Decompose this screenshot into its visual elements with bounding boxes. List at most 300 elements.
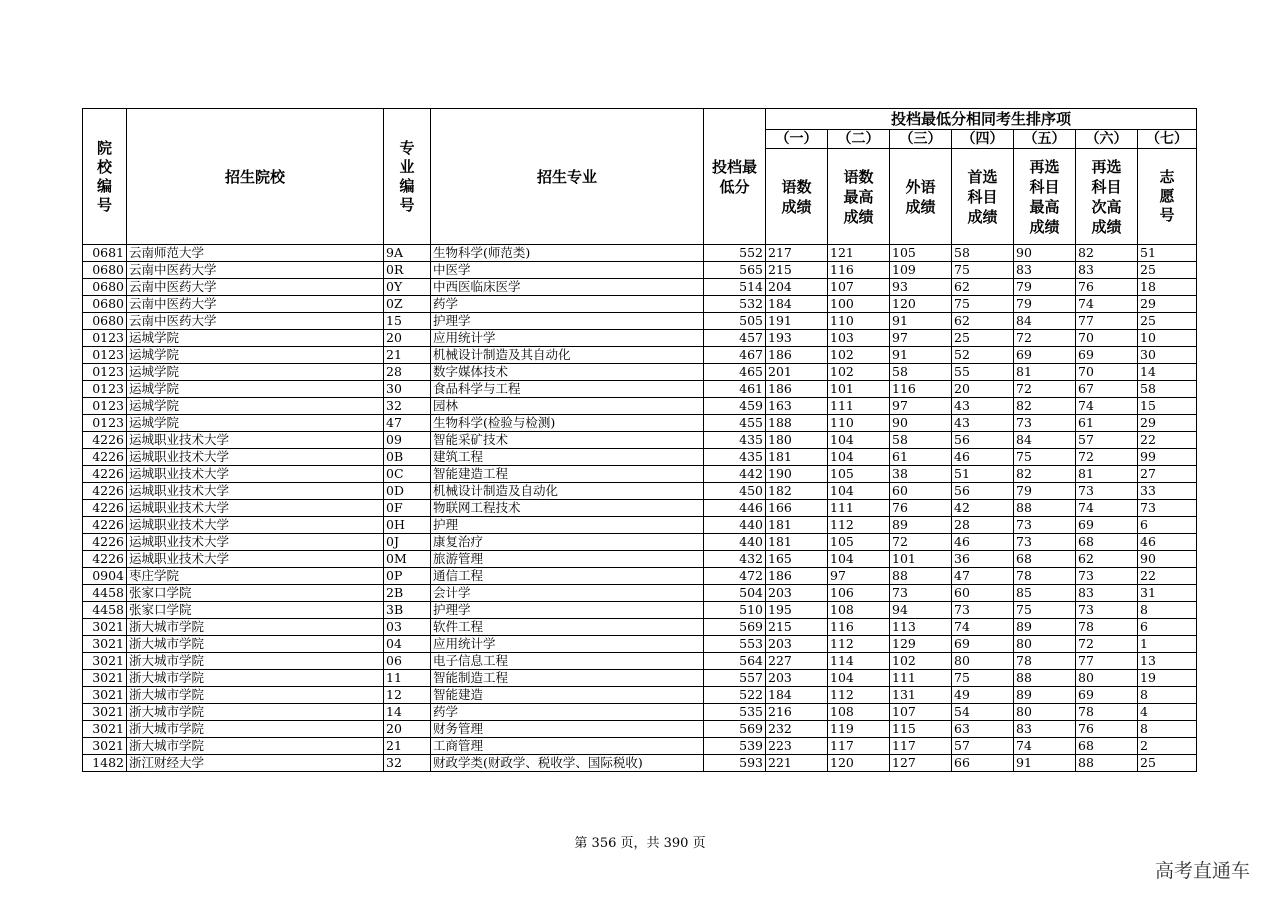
cell-major-code: 11 — [384, 670, 431, 687]
table-row — [83, 466, 1197, 483]
cell-order-6: 70 — [1076, 330, 1138, 347]
table-row — [83, 738, 1197, 755]
cell-order-1: 201 — [766, 364, 828, 381]
cell-order-7: 30 — [1138, 347, 1197, 364]
cell-order-4: 25 — [952, 330, 1014, 347]
cell-order-3: 93 — [890, 279, 952, 296]
cell-order-3: 120 — [890, 296, 952, 313]
cell-order-5: 82 — [1014, 466, 1076, 483]
cell-min-score: 432 — [704, 551, 766, 568]
cell-school-code: 3021 — [83, 653, 127, 670]
table-row — [83, 330, 1197, 347]
cell-order-6: 83 — [1076, 585, 1138, 602]
cell-order-1: 181 — [766, 534, 828, 551]
cell-major-name: 智能建造 — [431, 687, 704, 704]
cell-major-code: 9A — [384, 245, 431, 262]
cell-major-name: 中西医临床医学 — [431, 279, 704, 296]
table-row — [83, 670, 1197, 687]
cell-order-5: 68 — [1014, 551, 1076, 568]
cell-school-code: 0680 — [83, 296, 127, 313]
cell-major-name: 生物科学(师范类) — [431, 245, 704, 262]
cell-order-4: 69 — [952, 636, 1014, 653]
table-row — [83, 619, 1197, 636]
cell-order-3: 127 — [890, 755, 952, 772]
cell-order-4: 20 — [952, 381, 1014, 398]
table-row — [83, 602, 1197, 619]
cell-min-score: 472 — [704, 568, 766, 585]
cell-school-code: 0904 — [83, 568, 127, 585]
cell-order-7: 18 — [1138, 279, 1197, 296]
cell-major-code: 0C — [384, 466, 431, 483]
cell-school-code: 4226 — [83, 534, 127, 551]
cell-order-5: 91 — [1014, 755, 1076, 772]
cell-min-score: 442 — [704, 466, 766, 483]
cell-order-7: 6 — [1138, 619, 1197, 636]
cell-order-5: 73 — [1014, 534, 1076, 551]
cell-order-7: 29 — [1138, 415, 1197, 432]
cell-order-4: 57 — [952, 738, 1014, 755]
cell-school-code: 3021 — [83, 636, 127, 653]
cell-school-name: 云南中医药大学 — [127, 313, 384, 330]
cell-order-1: 215 — [766, 619, 828, 636]
cell-order-1: 232 — [766, 721, 828, 738]
cell-order-3: 76 — [890, 500, 952, 517]
cell-order-5: 74 — [1014, 738, 1076, 755]
cell-order-3: 72 — [890, 534, 952, 551]
cell-order-7: 58 — [1138, 381, 1197, 398]
cell-school-code: 4226 — [83, 483, 127, 500]
cell-major-name: 智能制造工程 — [431, 670, 704, 687]
cell-major-code: 0D — [384, 483, 431, 500]
cell-order-5: 75 — [1014, 602, 1076, 619]
cell-school-code: 0123 — [83, 364, 127, 381]
cell-school-code: 0123 — [83, 415, 127, 432]
cell-order-6: 74 — [1076, 500, 1138, 517]
cell-order-6: 76 — [1076, 721, 1138, 738]
table-row — [83, 585, 1197, 602]
cell-order-1: 184 — [766, 687, 828, 704]
cell-school-code: 3021 — [83, 704, 127, 721]
cell-min-score: 535 — [704, 704, 766, 721]
cell-school-name: 运城学院 — [127, 330, 384, 347]
cell-major-name: 旅游管理 — [431, 551, 704, 568]
table-row — [83, 721, 1197, 738]
cell-school-code: 3021 — [83, 687, 127, 704]
cell-min-score: 514 — [704, 279, 766, 296]
cell-school-name: 运城职业技术大学 — [127, 500, 384, 517]
cell-school-name: 运城职业技术大学 — [127, 483, 384, 500]
cell-min-score: 505 — [704, 313, 766, 330]
cell-order-4: 36 — [952, 551, 1014, 568]
cell-order-5: 79 — [1014, 279, 1076, 296]
cell-order-2: 102 — [828, 347, 890, 364]
cell-major-code: 15 — [384, 313, 431, 330]
table-row — [83, 483, 1197, 500]
cell-order-1: 203 — [766, 636, 828, 653]
cell-order-5: 80 — [1014, 636, 1076, 653]
cell-order-3: 109 — [890, 262, 952, 279]
cell-major-code: 32 — [384, 755, 431, 772]
cell-major-code: 0P — [384, 568, 431, 585]
cell-order-5: 72 — [1014, 330, 1076, 347]
cell-min-score: 440 — [704, 517, 766, 534]
cell-major-code: 2B — [384, 585, 431, 602]
cell-school-name: 运城学院 — [127, 415, 384, 432]
cell-order-6: 83 — [1076, 262, 1138, 279]
header-order-5: （五） — [1014, 130, 1076, 149]
cell-school-name: 浙大城市学院 — [127, 721, 384, 738]
cell-order-1: 195 — [766, 602, 828, 619]
cell-order-1: 186 — [766, 568, 828, 585]
cell-order-5: 90 — [1014, 245, 1076, 262]
cell-order-3: 58 — [890, 432, 952, 449]
cell-order-6: 69 — [1076, 347, 1138, 364]
header-order-1: （一） — [766, 130, 828, 149]
cell-order-4: 52 — [952, 347, 1014, 364]
cell-school-name: 云南中医药大学 — [127, 296, 384, 313]
cell-order-6: 88 — [1076, 755, 1138, 772]
cell-min-score: 539 — [704, 738, 766, 755]
cell-order-7: 8 — [1138, 687, 1197, 704]
cell-order-5: 89 — [1014, 619, 1076, 636]
header-major-name: 招生专业 — [431, 109, 704, 245]
cell-min-score: 553 — [704, 636, 766, 653]
watermark: 高考直通车 — [1154, 860, 1250, 882]
cell-order-7: 8 — [1138, 602, 1197, 619]
cell-order-6: 61 — [1076, 415, 1138, 432]
cell-min-score: 467 — [704, 347, 766, 364]
cell-school-name: 浙大城市学院 — [127, 738, 384, 755]
table-row — [83, 347, 1197, 364]
cell-order-6: 70 — [1076, 364, 1138, 381]
cell-order-7: 6 — [1138, 517, 1197, 534]
cell-school-name: 运城职业技术大学 — [127, 551, 384, 568]
cell-order-2: 97 — [828, 568, 890, 585]
table-row — [83, 517, 1197, 534]
header-label-7: 志愿号 — [1138, 149, 1197, 245]
cell-school-name: 浙江财经大学 — [127, 755, 384, 772]
cell-order-4: 74 — [952, 619, 1014, 636]
cell-order-6: 81 — [1076, 466, 1138, 483]
cell-order-1: 184 — [766, 296, 828, 313]
admission-score-table — [82, 108, 1197, 772]
cell-min-score: 446 — [704, 500, 766, 517]
cell-order-5: 75 — [1014, 449, 1076, 466]
cell-order-2: 102 — [828, 364, 890, 381]
cell-order-1: 186 — [766, 347, 828, 364]
cell-order-1: 181 — [766, 449, 828, 466]
header-school-code: 院校编号 — [83, 109, 127, 245]
cell-order-6: 82 — [1076, 245, 1138, 262]
cell-order-2: 116 — [828, 262, 890, 279]
cell-school-name: 浙大城市学院 — [127, 619, 384, 636]
cell-order-2: 112 — [828, 517, 890, 534]
table-row — [83, 500, 1197, 517]
cell-order-1: 203 — [766, 585, 828, 602]
cell-order-5: 81 — [1014, 364, 1076, 381]
cell-order-1: 193 — [766, 330, 828, 347]
cell-order-6: 77 — [1076, 653, 1138, 670]
cell-major-code: 03 — [384, 619, 431, 636]
cell-order-7: 90 — [1138, 551, 1197, 568]
cell-min-score: 593 — [704, 755, 766, 772]
cell-order-7: 29 — [1138, 296, 1197, 313]
cell-major-code: 0J — [384, 534, 431, 551]
cell-major-name: 康复治疗 — [431, 534, 704, 551]
cell-major-name: 应用统计学 — [431, 330, 704, 347]
cell-min-score: 510 — [704, 602, 766, 619]
cell-order-7: 10 — [1138, 330, 1197, 347]
cell-school-code: 0680 — [83, 262, 127, 279]
cell-order-2: 112 — [828, 687, 890, 704]
cell-order-2: 104 — [828, 670, 890, 687]
cell-order-4: 66 — [952, 755, 1014, 772]
cell-school-name: 张家口学院 — [127, 585, 384, 602]
cell-major-name: 建筑工程 — [431, 449, 704, 466]
cell-order-1: 165 — [766, 551, 828, 568]
cell-school-code: 4226 — [83, 466, 127, 483]
cell-school-code: 4226 — [83, 500, 127, 517]
cell-order-7: 73 — [1138, 500, 1197, 517]
cell-major-name: 药学 — [431, 704, 704, 721]
cell-order-4: 51 — [952, 466, 1014, 483]
cell-order-1: 191 — [766, 313, 828, 330]
cell-order-7: 19 — [1138, 670, 1197, 687]
table-row — [83, 262, 1197, 279]
cell-order-2: 117 — [828, 738, 890, 755]
table-row — [83, 551, 1197, 568]
cell-major-name: 物联网工程技术 — [431, 500, 704, 517]
cell-order-2: 105 — [828, 466, 890, 483]
cell-order-1: 180 — [766, 432, 828, 449]
table-row — [83, 313, 1197, 330]
cell-min-score: 465 — [704, 364, 766, 381]
cell-order-3: 38 — [890, 466, 952, 483]
table-row — [83, 568, 1197, 585]
table-row — [83, 534, 1197, 551]
cell-order-5: 73 — [1014, 517, 1076, 534]
cell-school-name: 运城学院 — [127, 381, 384, 398]
header-major-code: 专业编号 — [384, 109, 431, 245]
cell-order-4: 43 — [952, 415, 1014, 432]
cell-order-4: 28 — [952, 517, 1014, 534]
cell-major-code: 0B — [384, 449, 431, 466]
cell-major-name: 机械设计制造及自动化 — [431, 483, 704, 500]
header-label-5: 再选科目最高成绩 — [1014, 149, 1076, 245]
cell-order-1: 182 — [766, 483, 828, 500]
cell-order-5: 85 — [1014, 585, 1076, 602]
table-row — [83, 296, 1197, 313]
cell-order-5: 79 — [1014, 483, 1076, 500]
cell-major-name: 智能采矿技术 — [431, 432, 704, 449]
cell-order-2: 116 — [828, 619, 890, 636]
cell-school-code: 0123 — [83, 398, 127, 415]
cell-min-score: 450 — [704, 483, 766, 500]
cell-school-name: 云南中医药大学 — [127, 262, 384, 279]
cell-major-name: 软件工程 — [431, 619, 704, 636]
cell-school-code: 3021 — [83, 670, 127, 687]
cell-min-score: 564 — [704, 653, 766, 670]
header-label-4: 首选科目成绩 — [952, 149, 1014, 245]
cell-major-code: 20 — [384, 330, 431, 347]
cell-order-1: 186 — [766, 381, 828, 398]
cell-school-code: 4226 — [83, 517, 127, 534]
cell-order-3: 105 — [890, 245, 952, 262]
cell-order-1: 216 — [766, 704, 828, 721]
header-order-3: （三） — [890, 130, 952, 149]
cell-order-3: 91 — [890, 313, 952, 330]
cell-order-7: 25 — [1138, 755, 1197, 772]
cell-school-name: 运城职业技术大学 — [127, 466, 384, 483]
table-row — [83, 636, 1197, 653]
cell-order-2: 114 — [828, 653, 890, 670]
cell-order-4: 73 — [952, 602, 1014, 619]
cell-school-code: 4226 — [83, 432, 127, 449]
cell-order-7: 22 — [1138, 568, 1197, 585]
cell-major-code: 47 — [384, 415, 431, 432]
cell-school-code: 1482 — [83, 755, 127, 772]
cell-major-code: 28 — [384, 364, 431, 381]
cell-major-code: 0Y — [384, 279, 431, 296]
cell-major-name: 药学 — [431, 296, 704, 313]
cell-order-2: 112 — [828, 636, 890, 653]
cell-major-code: 04 — [384, 636, 431, 653]
cell-order-5: 84 — [1014, 313, 1076, 330]
cell-order-7: 46 — [1138, 534, 1197, 551]
cell-order-5: 89 — [1014, 687, 1076, 704]
cell-order-7: 33 — [1138, 483, 1197, 500]
header-order-2: （二） — [828, 130, 890, 149]
cell-order-7: 25 — [1138, 313, 1197, 330]
cell-school-name: 枣庄学院 — [127, 568, 384, 585]
cell-order-3: 102 — [890, 653, 952, 670]
cell-school-code: 4458 — [83, 585, 127, 602]
cell-order-6: 73 — [1076, 602, 1138, 619]
cell-order-4: 42 — [952, 500, 1014, 517]
header-order-6: （六） — [1076, 130, 1138, 149]
cell-major-name: 护理学 — [431, 602, 704, 619]
table-row — [83, 279, 1197, 296]
cell-order-6: 74 — [1076, 398, 1138, 415]
cell-order-1: 227 — [766, 653, 828, 670]
cell-major-name: 财政学类(财政学、税收学、国际税收) — [431, 755, 704, 772]
cell-school-name: 浙大城市学院 — [127, 687, 384, 704]
cell-school-name: 张家口学院 — [127, 602, 384, 619]
table-row — [83, 449, 1197, 466]
cell-min-score: 435 — [704, 449, 766, 466]
table-row — [83, 432, 1197, 449]
cell-major-code: 0R — [384, 262, 431, 279]
cell-order-6: 77 — [1076, 313, 1138, 330]
cell-order-6: 78 — [1076, 704, 1138, 721]
cell-school-name: 浙大城市学院 — [127, 636, 384, 653]
cell-major-name: 机械设计制造及其自动化 — [431, 347, 704, 364]
cell-major-name: 智能建造工程 — [431, 466, 704, 483]
cell-order-6: 72 — [1076, 449, 1138, 466]
cell-order-2: 106 — [828, 585, 890, 602]
cell-order-4: 55 — [952, 364, 1014, 381]
cell-order-3: 89 — [890, 517, 952, 534]
cell-order-2: 108 — [828, 704, 890, 721]
cell-major-code: 32 — [384, 398, 431, 415]
cell-order-5: 83 — [1014, 262, 1076, 279]
cell-order-5: 80 — [1014, 704, 1076, 721]
cell-order-4: 60 — [952, 585, 1014, 602]
cell-order-7: 51 — [1138, 245, 1197, 262]
header-min-score: 投档最低分 — [704, 109, 766, 245]
cell-order-3: 101 — [890, 551, 952, 568]
cell-order-1: 190 — [766, 466, 828, 483]
table-row — [83, 364, 1197, 381]
cell-order-7: 15 — [1138, 398, 1197, 415]
cell-order-5: 88 — [1014, 670, 1076, 687]
cell-order-3: 88 — [890, 568, 952, 585]
cell-order-1: 215 — [766, 262, 828, 279]
cell-order-6: 67 — [1076, 381, 1138, 398]
cell-school-name: 运城学院 — [127, 398, 384, 415]
cell-school-name: 浙大城市学院 — [127, 653, 384, 670]
cell-major-code: 12 — [384, 687, 431, 704]
cell-order-7: 25 — [1138, 262, 1197, 279]
cell-order-6: 57 — [1076, 432, 1138, 449]
cell-order-2: 103 — [828, 330, 890, 347]
cell-order-3: 91 — [890, 347, 952, 364]
table-row — [83, 398, 1197, 415]
cell-order-4: 75 — [952, 262, 1014, 279]
cell-min-score: 461 — [704, 381, 766, 398]
cell-school-code: 0680 — [83, 279, 127, 296]
cell-order-6: 74 — [1076, 296, 1138, 313]
cell-order-4: 62 — [952, 279, 1014, 296]
header-sort-group: 投档最低分相同考生排序项 — [766, 109, 1197, 130]
cell-order-6: 78 — [1076, 619, 1138, 636]
cell-order-2: 104 — [828, 449, 890, 466]
cell-major-code: 0Z — [384, 296, 431, 313]
cell-school-name: 浙大城市学院 — [127, 704, 384, 721]
cell-order-2: 120 — [828, 755, 890, 772]
cell-order-7: 4 — [1138, 704, 1197, 721]
cell-order-4: 46 — [952, 449, 1014, 466]
cell-school-code: 3021 — [83, 619, 127, 636]
cell-order-3: 113 — [890, 619, 952, 636]
cell-school-name: 运城职业技术大学 — [127, 449, 384, 466]
cell-school-name: 运城学院 — [127, 347, 384, 364]
cell-major-name: 数字媒体技术 — [431, 364, 704, 381]
cell-order-7: 31 — [1138, 585, 1197, 602]
cell-school-name: 运城职业技术大学 — [127, 432, 384, 449]
cell-major-name: 生物科学(检验与检测) — [431, 415, 704, 432]
cell-order-5: 82 — [1014, 398, 1076, 415]
cell-order-1: 163 — [766, 398, 828, 415]
cell-min-score: 565 — [704, 262, 766, 279]
cell-order-5: 88 — [1014, 500, 1076, 517]
cell-major-code: 21 — [384, 738, 431, 755]
cell-order-1: 203 — [766, 670, 828, 687]
cell-order-3: 94 — [890, 602, 952, 619]
cell-order-3: 58 — [890, 364, 952, 381]
cell-school-name: 浙大城市学院 — [127, 670, 384, 687]
cell-order-3: 131 — [890, 687, 952, 704]
cell-order-1: 166 — [766, 500, 828, 517]
cell-order-6: 73 — [1076, 483, 1138, 500]
cell-school-code: 0681 — [83, 245, 127, 262]
cell-school-code: 0680 — [83, 313, 127, 330]
cell-order-1: 217 — [766, 245, 828, 262]
cell-order-5: 79 — [1014, 296, 1076, 313]
cell-order-2: 110 — [828, 415, 890, 432]
cell-order-1: 204 — [766, 279, 828, 296]
cell-major-code: 30 — [384, 381, 431, 398]
